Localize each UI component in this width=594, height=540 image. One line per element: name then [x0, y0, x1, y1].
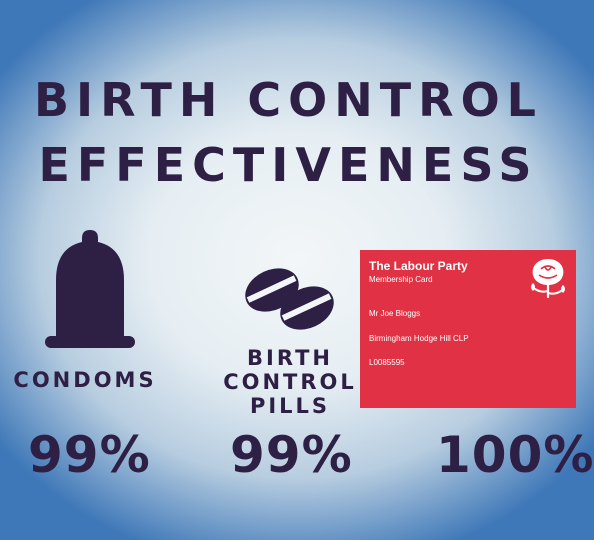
card-subtitle: Membership Card: [369, 275, 433, 284]
pills-label-line-3: PILLS: [249, 394, 331, 418]
card-constituency: Birmingham Hodge Hill CLP: [369, 334, 469, 343]
condoms-percent: 99%: [28, 426, 151, 484]
pills-label-line-2: CONTROL: [223, 370, 357, 394]
card-member-number: L0085595: [369, 358, 405, 367]
card-percent: 100%: [436, 426, 594, 484]
pills-percent: 99%: [230, 426, 353, 484]
condom-icon: [40, 228, 140, 353]
condoms-label: CONDOMS: [13, 368, 157, 392]
membership-card: [360, 250, 576, 408]
title-line-2: EFFECTIVENESS: [38, 138, 539, 192]
pills-icon: [242, 262, 342, 334]
rose-icon: [523, 253, 573, 305]
pills-label-line-1: BIRTH: [247, 346, 333, 370]
title-line-1: BIRTH CONTROL: [34, 73, 543, 127]
card-member-name: Mr Joe Bloggs: [369, 309, 421, 318]
card-party-name: The Labour Party: [369, 259, 468, 273]
